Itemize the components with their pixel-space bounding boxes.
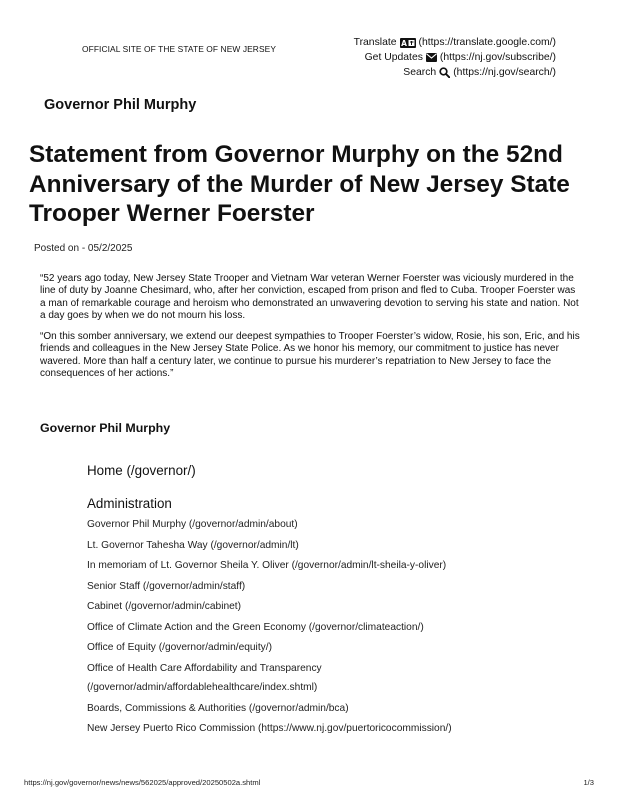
nav-item-cabinet[interactable]: Cabinet (/governor/admin/cabinet) bbox=[87, 601, 242, 612]
search-icon bbox=[439, 67, 450, 78]
get-updates-url: (https://nj.gov/subscribe/) bbox=[439, 52, 556, 63]
print-url: https://nj.gov/governor/news/news/562025/approved/20250502a.shtml bbox=[24, 778, 261, 787]
nav-administration-heading: Administration bbox=[87, 496, 172, 511]
footer-nav bbox=[87, 463, 597, 744]
page-title: Statement from Governor Murphy on the 52nd Anniversary of the Murder of New Jersey State Trooper Werner Foerster bbox=[29, 141, 570, 227]
article-paragraph: “52 years ago today, New Jersey State Trooper and Vietnam War veteran Werner Foerster was viciously murdered in the line of duty by Joanne Chesimard, who, after her conviction, escaped from prison and fled to Cuba. Trooper Foerster was a man of remarkable courage and heroism who demonstrated an unwavering devotion to serving his state and nation. Not a day goes by when we do not mourn his loss. bbox=[40, 273, 579, 321]
nav-item-equity[interactable]: Office of Equity (/governor/admin/equity/) bbox=[87, 642, 272, 653]
search-url: (https://nj.gov/search/) bbox=[453, 67, 556, 78]
nav-item-health-care-url[interactable]: (/governor/admin/affordablehealthcare/index.shtml) bbox=[87, 682, 318, 693]
article-body bbox=[40, 273, 580, 389]
nav-item-health-care[interactable]: Office of Health Care Affordability and Transparency bbox=[87, 662, 322, 674]
nav-item-puerto-rico[interactable]: New Jersey Puerto Rico Commission (https://www.nj.gov/puertoricocommission/) bbox=[87, 723, 452, 734]
search-label: Search bbox=[403, 67, 437, 78]
nav-home-link[interactable]: Home (/governor/) bbox=[87, 463, 196, 478]
nav-item-governor[interactable]: Governor Phil Murphy (/governor/admin/about) bbox=[87, 519, 298, 530]
translate-url: (https://translate.google.com/) bbox=[418, 37, 556, 48]
nav-item-memoriam[interactable]: In memoriam of Lt. Governor Sheila Y. Oliver (/governor/admin/lt-sheila-y-oliver) bbox=[87, 560, 447, 571]
nav-item-senior-staff[interactable]: Senior Staff (/governor/admin/staff) bbox=[87, 580, 246, 592]
utility-links bbox=[354, 35, 556, 80]
nav-administration-list bbox=[87, 519, 597, 735]
page-number: 1/3 bbox=[583, 778, 594, 787]
translate-icon bbox=[400, 38, 416, 48]
official-site-label: OFFICIAL SITE OF THE STATE OF NEW JERSEY bbox=[82, 44, 277, 54]
svg-text:A: A bbox=[400, 38, 407, 48]
site-name-link[interactable]: Governor Phil Murphy bbox=[44, 97, 197, 113]
translate-link[interactable] bbox=[354, 35, 556, 50]
nav-item-climate-action[interactable]: Office of Climate Action and the Green Economy (/governor/climateaction/) bbox=[87, 621, 424, 633]
nav-item-boards[interactable]: Boards, Commissions & Authorities (/governor/admin/bca) bbox=[87, 702, 349, 714]
footer-nav-heading: Governor Phil Murphy bbox=[40, 421, 171, 435]
envelope-icon bbox=[426, 53, 437, 62]
posted-date: Posted on - 05/2/2025 bbox=[34, 243, 133, 254]
get-updates-label: Get Updates bbox=[364, 52, 423, 63]
search-link[interactable] bbox=[354, 65, 556, 80]
print-footer bbox=[24, 778, 594, 787]
get-updates-link[interactable] bbox=[354, 50, 556, 65]
article-paragraph: “On this somber anniversary, we extend our deepest sympathies to Trooper Foerster’s widow, Rosie, his son, Eric, and his friends and colleagues in the New Jersey State Police. As we honor his memory, our commitment to justice has never wavered. More than half a century later, we continue to pursue his murderer’s repatriation to New Jersey to face the consequences of her actions.” bbox=[40, 331, 580, 380]
nav-item-lt-governor[interactable]: Lt. Governor Tahesha Way (/governor/admin/lt) bbox=[87, 539, 299, 551]
translate-label: Translate bbox=[353, 37, 397, 48]
